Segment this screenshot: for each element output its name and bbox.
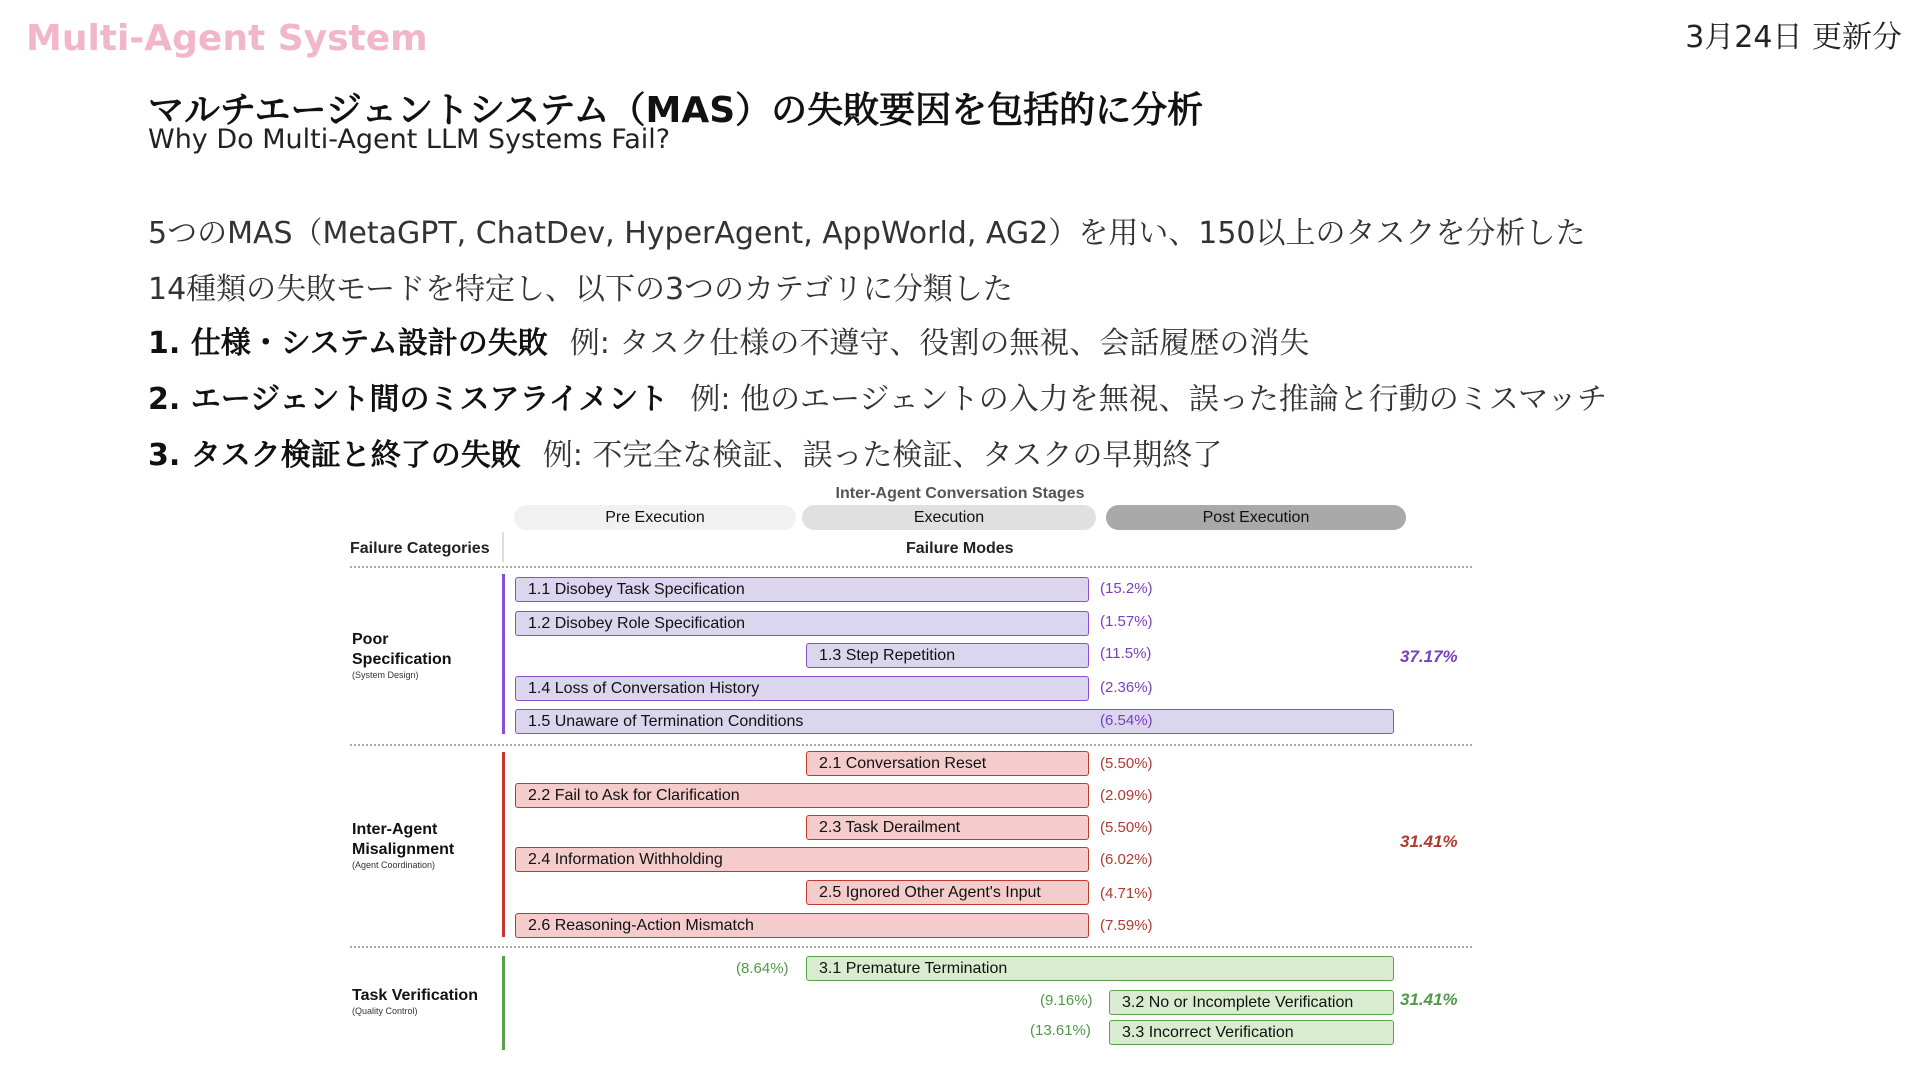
failure-mode-3-3: 3.3 Incorrect Verification	[1109, 1020, 1394, 1045]
category-label: Inter-Agent Misalignment	[352, 821, 455, 858]
failure-mode-pct: (5.50%)	[1100, 755, 1153, 772]
category-total: 37.17%	[1400, 647, 1458, 666]
category-item	[148, 430, 1222, 474]
summary-line-1: 5つのMAS（MetaGPT, ChatDev, HyperAgent, AppWorld, AG2）を用い、150以上のタスクを分析した	[148, 216, 1586, 251]
failure-mode-2-6: 2.6 Reasoning-Action Mismatch	[515, 913, 1089, 938]
divider	[350, 744, 1472, 746]
category-name: 1. 仕様・システム設計の失敗	[148, 326, 548, 361]
failure-mode-2-5: 2.5 Ignored Other Agent's Input	[806, 880, 1089, 905]
category-label: Task Verification	[352, 987, 478, 1004]
category-item	[148, 374, 1607, 418]
category-inter-agent-misalignment	[352, 820, 454, 870]
failure-mode-1-4: 1.4 Loss of Conversation History	[515, 676, 1089, 701]
failure-mode-3-2: 3.2 No or Incomplete Verification	[1109, 990, 1394, 1015]
category-example: 例: 不完全な検証、誤った検証、タスクの早期終了	[542, 438, 1223, 473]
failure-mode-2-4: 2.4 Information Withholding	[515, 847, 1089, 872]
slide-title: マルチエージェントシステム（MAS）の失敗要因を包括的に分析	[148, 90, 1204, 131]
failure-mode-1-1: 1.1 Disobey Task Specification	[515, 577, 1089, 602]
failure-mode-pct: (6.02%)	[1100, 851, 1153, 868]
category-poor-specification	[352, 630, 452, 680]
group-bar-misalignment	[502, 752, 505, 937]
category-name: 3. タスク検証と終了の失敗	[148, 438, 521, 473]
failure-mode-1-2: 1.2 Disobey Role Specification	[515, 611, 1089, 636]
failure-mode-2-3: 2.3 Task Derailment	[806, 815, 1089, 840]
category-name: 2. エージェント間のミスアライメント	[148, 382, 669, 417]
brand-title: Multi-Agent System	[26, 18, 428, 59]
stages-title: Inter-Agent Conversation Stages	[835, 485, 1085, 502]
summary-line-2: 14種類の失敗モードを特定し、以下の3つのカテゴリに分類した	[148, 272, 1013, 307]
category-example: 例: タスク仕様の不遵守、役割の無視、会話履歴の消失	[569, 326, 1310, 361]
category-item	[148, 318, 1309, 362]
stage-execution: Execution	[802, 505, 1096, 530]
divider	[350, 566, 1472, 568]
category-sublabel: (Agent Coordination)	[352, 860, 436, 870]
failure-mode-pct: (2.36%)	[1100, 679, 1153, 696]
failure-mode-pct: (2.09%)	[1100, 787, 1153, 804]
update-date: 3月24日 更新分	[1685, 20, 1902, 55]
stage-post-execution: Post Execution	[1106, 505, 1406, 530]
failure-mode-3-1: 3.1 Premature Termination	[806, 956, 1394, 981]
failure-mode-2-2: 2.2 Fail to Ask for Clarification	[515, 783, 1089, 808]
slide-subtitle: Why Do Multi-Agent LLM Systems Fail?	[148, 124, 671, 155]
failure-modes-header: Failure Modes	[906, 540, 1014, 557]
category-task-verification	[352, 986, 478, 1016]
category-label: Poor Specification	[352, 631, 452, 668]
category-example: 例: 他のエージェントの入力を無視、誤った推論と行動のミスマッチ	[690, 382, 1607, 417]
failure-mode-pct: (11.5%)	[1100, 645, 1152, 662]
category-sublabel: (System Design)	[352, 670, 419, 680]
failure-mode-pct: (7.59%)	[1100, 917, 1153, 934]
divider	[350, 946, 1472, 948]
failure-mode-pct: (6.54%)	[1100, 712, 1153, 729]
failure-mode-pct: (13.61%)	[1030, 1022, 1091, 1039]
failure-mode-pct: (8.64%)	[736, 960, 789, 977]
stage-pre-execution: Pre Execution	[514, 505, 796, 530]
category-total: 31.41%	[1400, 832, 1458, 851]
failure-mode-1-5: 1.5 Unaware of Termination Conditions	[515, 709, 1394, 734]
failure-mode-2-1: 2.1 Conversation Reset	[806, 751, 1089, 776]
header-divider	[502, 532, 504, 562]
failure-mode-1-3: 1.3 Step Repetition	[806, 643, 1089, 668]
failure-mode-pct: (5.50%)	[1100, 819, 1153, 836]
failure-categories-header: Failure Categories	[350, 540, 490, 557]
group-bar-verification	[502, 956, 505, 1050]
failure-mode-pct: (15.2%)	[1100, 580, 1153, 597]
failure-mode-pct: (4.71%)	[1100, 885, 1153, 902]
failure-mode-pct: (1.57%)	[1100, 613, 1153, 630]
group-bar-specification	[502, 574, 505, 734]
category-sublabel: (Quality Control)	[352, 1006, 418, 1016]
category-total: 31.41%	[1400, 990, 1458, 1009]
failure-mode-pct: (9.16%)	[1040, 992, 1093, 1009]
